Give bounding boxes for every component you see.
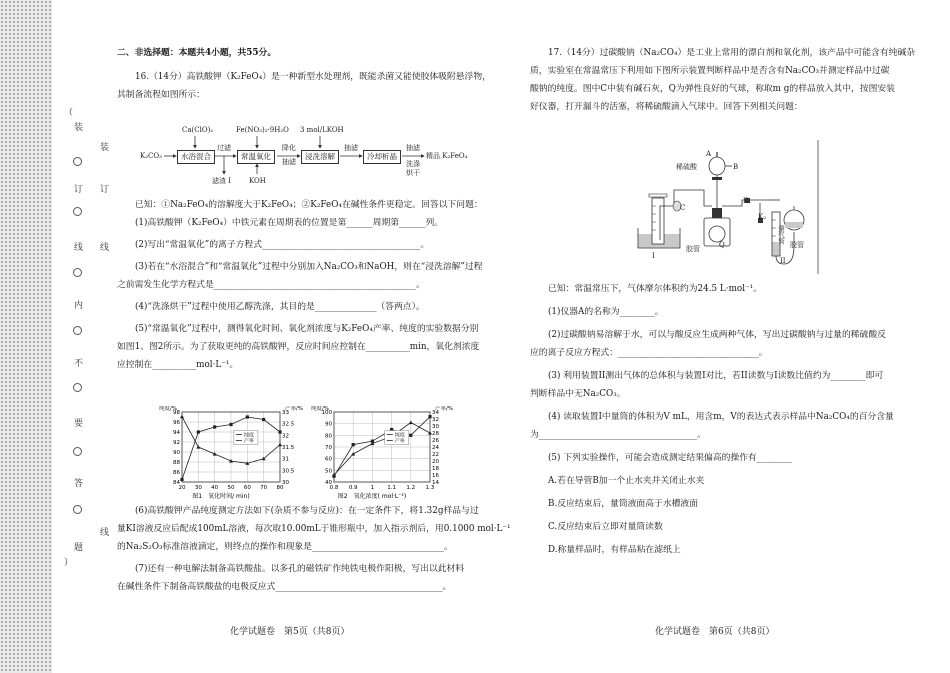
y-left-tick-label: 98 — [173, 410, 180, 416]
seal-char: 不 — [74, 359, 84, 369]
label-acid: 稀硫酸 — [676, 163, 697, 171]
right-column — [530, 44, 916, 116]
y-left-axis-label: 纯度/% — [158, 406, 178, 412]
y-left-tick-label: 80 — [325, 433, 332, 440]
q17-sub2b: 应的离子反应方程式：________________________________。 — [530, 348, 768, 358]
q17-sub4a: (4) 读取装置I中量筒的体积为V mL，用含m，V的表达式表示样品中Na₂CO₄的百分含量 — [548, 412, 894, 422]
seal-hole — [73, 268, 82, 277]
y-left-tick-label: 50 — [325, 468, 332, 475]
data-point-纯度 — [213, 425, 216, 428]
label-A: A — [706, 150, 712, 158]
y-left-tick-label: 100 — [321, 410, 332, 416]
q17-intro4: 好仪器，打开漏斗的活塞，将稀硫酸滴入气球中。回答下列相关问题： — [530, 102, 803, 112]
x-tick-label: 0.9 — [348, 485, 358, 491]
y-right-tick-label: 22 — [432, 452, 439, 458]
series-line-纯度 — [334, 417, 430, 477]
seal-char: 装 — [74, 123, 84, 133]
data-point-纯度 — [197, 430, 200, 433]
x-tick-label: 50 — [227, 485, 235, 491]
figure-1-chart — [150, 406, 330, 501]
q17-intro2: 质，实验室在常温常压下利用如下图所示装置判断样品中是否含有Na₂CO₃并测定样品中过碳 — [530, 66, 890, 76]
y-right-tick-label: 26 — [432, 438, 439, 444]
figure-2-chart — [306, 406, 481, 501]
q16-sub3a: (3)若在“水浴混合”和“常温氧化”过程中分别加入Na₂CO₃和NaOH，则在“浸洗溶解”过程 — [135, 262, 483, 272]
flow-step4a: 抽滤 — [406, 144, 420, 152]
q17-known: 已知：常温常压下，气体摩尔体积约为24.5 L·mol⁻¹。 — [548, 284, 762, 294]
label-hose2: 胶管 — [790, 241, 804, 249]
x-tick-label: 1.1 — [387, 485, 396, 491]
q17-option-c: C.反应结束后立即对量筒读数 — [548, 522, 663, 532]
y-right-tick-label: 32 — [432, 417, 439, 423]
x-tick-label: 60 — [243, 485, 251, 491]
data-point-产率 — [196, 445, 200, 449]
q17-intro3: 酸钠的纯度。图中C中装有碱石灰，Q为弹性良好的气球，称取m g的样品放入其中，按图安装 — [530, 84, 895, 94]
footer-left: 化学试题卷 第5页（共8页） — [230, 627, 350, 637]
y-left-tick-label: 92 — [173, 440, 180, 446]
y-right-tick-label: 34 — [432, 410, 439, 416]
q17-apparatus — [632, 140, 822, 275]
y-left-tick-label: 90 — [325, 421, 332, 428]
y-right-tick-label: 31 — [282, 456, 289, 463]
q17-intro1: 17.（14分）过碳酸钠（Na₂CO₄）是工业上常用的漂白剂和氧化剂，该产品中可能含有纯碱杂 — [548, 48, 916, 58]
y-right-axis-label: 产率/% — [434, 406, 454, 412]
y-right-tick-label: 14 — [432, 480, 439, 486]
seal-char: 要 — [74, 419, 84, 429]
y-right-tick-label: 16 — [432, 473, 439, 479]
data-point-纯度 — [409, 434, 412, 437]
seal-char: 题 — [74, 543, 84, 553]
q16-sub1: (1)高铁酸钾（K₂FeO₄）中铁元素在周期表的位置是第______周期第______列。 — [135, 218, 444, 228]
flow-step2b: 抽滤 — [282, 158, 296, 166]
flow-box-oxidize: 常温氧化 — [237, 150, 275, 164]
q16-sub2: (2)写出“常温氧化”的离子方程式____________________________________。 — [135, 240, 430, 250]
data-point-纯度 — [180, 478, 183, 481]
chart-caption: 图1 氧化时间/ min) — [192, 493, 250, 500]
y-right-tick-label: 32.5 — [282, 421, 295, 428]
q16-sub5c: 应控制在__________mol·L⁻¹。 — [117, 360, 239, 370]
q16-flowchart — [140, 122, 480, 190]
x-tick-label: 80 — [276, 485, 284, 491]
q16-sub7b: 在碱性条件下制备高铁酸盐的电极反应式______________________________________。 — [117, 582, 452, 592]
data-point-纯度 — [428, 415, 431, 418]
y-right-tick-label: 30.5 — [282, 468, 295, 475]
y-right-tick-label: 28 — [432, 431, 439, 437]
seal-line: （ 装 装 订 订 线 线 内 不 要 答 线 题 ） — [64, 108, 110, 568]
label-cylinder: 量气管 — [777, 225, 785, 245]
binding-margin — [0, 0, 52, 673]
q16-sub3b: 之前需发生化学方程式是______________________________________________。 — [117, 280, 425, 290]
section-heading: 二、非选择题：本题共4小题，共55分。 — [117, 48, 277, 58]
flow-box-crystal: 冷却析晶 — [363, 150, 401, 164]
legend-label: 纯度 — [243, 432, 254, 439]
seal-char: 答 — [74, 479, 84, 489]
label-K1: K₁ — [743, 197, 752, 205]
y-left-tick-label: 88 — [173, 460, 180, 466]
legend-label: 产率 — [394, 438, 405, 445]
y-right-tick-label: 30 — [282, 480, 289, 486]
y-left-tick-label: 40 — [325, 480, 332, 486]
x-tick-label: 30 — [194, 485, 202, 491]
q16-sub7a: (7)还有一种电解法制备高铁酸盐。以多孔的磁铁矿作纯铁电极作阳极，写出以此材料 — [135, 564, 465, 574]
q17-sub1: (1)仪器A的名称为________。 — [548, 307, 664, 317]
y-right-tick-label: 32 — [282, 433, 289, 440]
data-point-纯度 — [246, 415, 249, 418]
data-point-产率 — [180, 415, 184, 419]
flow-reagent1: Ca(ClO)₂ — [182, 126, 214, 134]
q16-sub4: (4)“洗涤烘干”过程中使用乙醇洗涤，其目的是______________（答两点）。 — [135, 302, 425, 312]
legend-label: 产率 — [243, 438, 254, 445]
x-tick-label: 70 — [260, 485, 268, 491]
x-tick-label: 40 — [211, 485, 219, 491]
flow-residue: 滤渣 I — [212, 177, 231, 185]
flow-step3: 抽滤 — [344, 144, 358, 152]
q17-sub2a: (2)过碳酸钠易溶解于水，可以与酸反应生成两种气体，写出过碳酸钠与过量的稀硫酸反 — [548, 330, 886, 340]
flow-step2a: 降化 — [282, 144, 296, 152]
q16-questions — [117, 196, 497, 374]
seal-hole — [73, 505, 82, 514]
q17-sub4b: 为____________________________________。 — [530, 430, 706, 440]
y-left-tick-label: 94 — [173, 430, 180, 436]
x-tick-label: 0.8 — [329, 485, 339, 491]
label-B: B — [733, 163, 739, 171]
seal-char: 订 — [74, 185, 84, 195]
y-right-tick-label: 30 — [432, 424, 439, 430]
flow-box-dissolve: 浸洗溶解 — [301, 150, 339, 164]
y-right-tick-label: 20 — [432, 459, 439, 465]
seal-char: 线 — [74, 243, 84, 253]
q16-sub6b: 量KI溶液反应后配成100mL溶液，每次取10.00mL于锥形瓶中，加入指示剂后，用0.1000 mol·L⁻¹ — [117, 524, 511, 534]
data-point-纯度 — [352, 443, 355, 446]
data-point-产率 — [351, 452, 355, 456]
q16-intro2: 其制备流程如图所示： — [117, 90, 205, 100]
q16-intro: 16.（14分）高铁酸钾（K₂FeO₄）是一种新型水处理剂，既能杀菌又能使胶体吸附悬浮物， — [135, 72, 491, 82]
q17-questions — [530, 280, 894, 559]
seal-char: 内 — [74, 301, 84, 311]
data-point-纯度 — [229, 423, 232, 426]
seal-hole — [73, 326, 82, 335]
y-left-tick-label: 90 — [173, 450, 180, 456]
data-point-产率 — [409, 421, 413, 425]
flow-step4c: 烘干 — [406, 169, 420, 177]
label-K2: K₂ — [758, 213, 767, 221]
flow-start: K₂CO₃ — [140, 152, 162, 160]
q17-sub3b: 判断样品中无Na₂CO₃。 — [530, 389, 626, 399]
flow-box-mix: 水浴混合 — [177, 150, 215, 164]
y-right-tick-label: 31.5 — [282, 445, 295, 451]
y-right-tick-label: 33 — [282, 410, 289, 416]
label-hose1: 胶管 — [686, 245, 700, 253]
data-point-纯度 — [262, 418, 265, 421]
flow-step4b: 洗涤 — [406, 160, 420, 168]
q17-sub3a: (3) 利用装置II测出气体的总体积与装置I对比，若II读数与I读数比值约为________即可 — [548, 371, 884, 381]
label-I: I — [652, 252, 655, 260]
seal-hole — [73, 207, 82, 216]
q17-option-a: A.若在导管B加一个止水夹并关闭止水夹 — [548, 476, 705, 486]
flow-koh: KOH — [249, 177, 266, 185]
seal-hole — [73, 383, 82, 392]
y-right-axis-label: 产率/% — [284, 406, 304, 412]
q16-sub6a: (6)高铁酸钾产品纯度测定方法如下(杂质不参与反应)：在一定条件下，将1.32g样品与过 — [135, 506, 479, 516]
flow-reagent3: 3 mol/LKOH — [300, 126, 344, 134]
left-column — [117, 44, 497, 104]
x-tick-label: 1 — [370, 485, 375, 491]
q16-sub6c: 的Na₂S₂O₃标准溶液滴定，则终点的操作和现象是______________________________。 — [117, 542, 453, 552]
q17-option-b: B.反应结束后，量筒液面高于水槽液面 — [548, 499, 699, 509]
label-Q: Q — [719, 241, 725, 249]
y-left-tick-label: 84 — [173, 480, 180, 486]
data-point-纯度 — [278, 430, 281, 433]
legend-label: 纯度 — [394, 432, 405, 439]
seal-hole — [73, 447, 82, 456]
q17-sub5: (5) 下列实验操作，可能会造成测定结果偏高的操作有________ — [548, 453, 792, 463]
flow-reagent2: Fe(NO₃)₃·9H₂O — [236, 126, 289, 134]
y-left-tick-label: 86 — [173, 470, 180, 476]
label-II: II — [780, 257, 786, 265]
y-right-tick-label: 18 — [432, 466, 439, 472]
seal-hole — [73, 157, 82, 166]
flow-step1: 过滤 — [217, 144, 231, 152]
y-right-tick-label: 24 — [432, 445, 439, 451]
q16-known: 已知：①Na₂FeO₄的溶解度大于K₂FeO₄；②K₂FeO₄在碱性条件更稳定。回答以下问题： — [135, 200, 483, 210]
q17-option-d: D.称量样品时，有样品粘在滤纸上 — [548, 545, 681, 555]
flow-product: 精品 K₂FeO₄ — [426, 152, 468, 160]
q16-sub5a: (5)“常温氧化”过程中，测得氧化时间、氧化剂浓度与K₂FeO₄产率、纯度的实验数据分别 — [135, 324, 479, 334]
x-tick-label: 20 — [178, 485, 186, 491]
x-tick-label: 1.3 — [425, 485, 435, 491]
label-C: C — [680, 204, 686, 212]
y-left-tick-label: 60 — [325, 456, 332, 463]
y-left-tick-label: 70 — [325, 445, 332, 451]
q16-questions-cont — [117, 502, 511, 596]
q16-sub5b: 如图1、图2所示。为了获取更纯的高铁酸钾，反应时间应控制在__________min，氧化剂浓度 — [117, 342, 480, 352]
y-left-tick-label: 96 — [173, 420, 180, 426]
y-left-axis-label: 纯度/% — [310, 406, 330, 412]
x-tick-label: 1.2 — [406, 485, 416, 491]
footer-right: 化学试题卷 第6页（共8页） — [655, 627, 775, 637]
chart-caption: 图2 氧化浓度( mol·L⁻¹) — [337, 493, 407, 500]
